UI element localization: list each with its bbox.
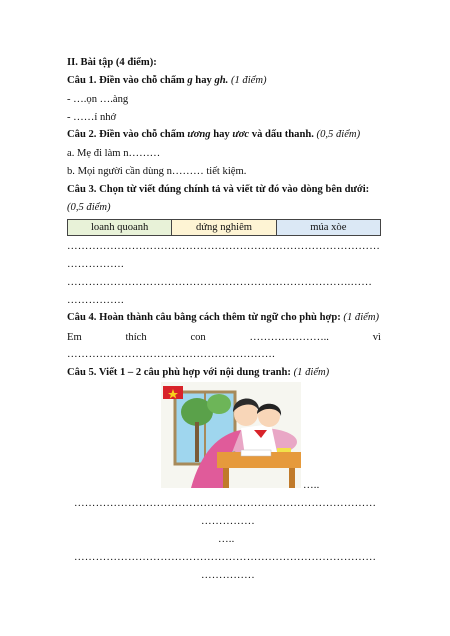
q4-points: (1 điểm) (340, 312, 380, 323)
q5-answer-dots-2: ………………………………………………………………………… (74, 552, 377, 563)
q5-label: Câu 5. Viết 1 – 2 câu phù hợp với nội dung tranh: (67, 367, 291, 378)
q4-word-thich: thích (125, 332, 147, 343)
q5-answer-dots-2b: …………… (201, 570, 255, 581)
teacher-student-illustration (161, 382, 301, 488)
q2-mid: hay (210, 129, 233, 140)
q4-answer-dots: …………………………………………………. (67, 349, 275, 360)
q3-points: (0,5 điểm) (67, 202, 111, 213)
q1-label: Câu 1. Điền vào chỗ chấm (67, 75, 188, 86)
q4-blank: ………………….. (249, 332, 329, 343)
q5-answer-dots-1b: …………… (201, 516, 255, 527)
q3-answer-dots-1b: ……………. (67, 259, 124, 270)
q5-heading (67, 366, 329, 379)
q1-emph-g: g (187, 75, 193, 86)
q3-answer-dots-2b: ……………. (67, 295, 124, 306)
q1-heading (67, 74, 267, 87)
q3-option-2: dứng nghiêm (172, 220, 276, 236)
q1-points: (1 điểm) (228, 75, 267, 86)
q4-heading (67, 311, 379, 324)
q3-option-1: loanh quoanh (68, 220, 172, 236)
q3-answer-dots-1: …………………………………………………………………………… (67, 241, 381, 252)
q5-points: (1 điểm) (290, 367, 330, 378)
q1-line-1: - ….ọn ….àng (67, 94, 129, 105)
q3-heading: Câu 3. Chọn từ viết đúng chính tả và viết từ đó vào dòng bên dưới: (67, 184, 370, 195)
q4-sentence (67, 331, 381, 344)
q1-mid: hay (192, 75, 215, 86)
q2-emph-uong: ương (187, 129, 211, 140)
q2-emph-uoc: ươc (232, 129, 250, 140)
q2-line-b: b. Mọi người cần dùng n……… tiết kiệm. (67, 166, 247, 177)
q1-emph-gh: gh. (214, 75, 229, 86)
q3-options-table (67, 219, 381, 236)
q3-option-3: múa xòe (276, 220, 380, 236)
q2-heading (67, 128, 360, 141)
q1-line-2: - ……ỉ nhớ (67, 112, 117, 123)
q4-label: Câu 4. Hoàn thành câu bằng cách thêm từ ngữ cho phù hợp: (67, 312, 341, 323)
q5-after-image-dots: ….. (303, 480, 320, 491)
q4-word-con: con (190, 332, 206, 343)
q5-answer-dots-1: ………………………………………………………………………… (74, 498, 377, 509)
section-title: II. Bài tập (4 điểm): (67, 57, 157, 68)
q2-tail: và dấu thanh. (249, 129, 314, 140)
q2-label: Câu 2. Điền vào chỗ chấm (67, 129, 188, 140)
q4-word-vi: vì (372, 332, 381, 343)
q3-answer-dots-2: …………………………………………………………………….…… (67, 277, 373, 288)
q2-points: (0,5 điểm) (313, 129, 361, 140)
q4-word-em: Em (67, 332, 82, 343)
q2-line-a: a. Mẹ đi làm n……… (67, 148, 161, 159)
q5-answer-dots-mid: ….. (218, 534, 235, 545)
